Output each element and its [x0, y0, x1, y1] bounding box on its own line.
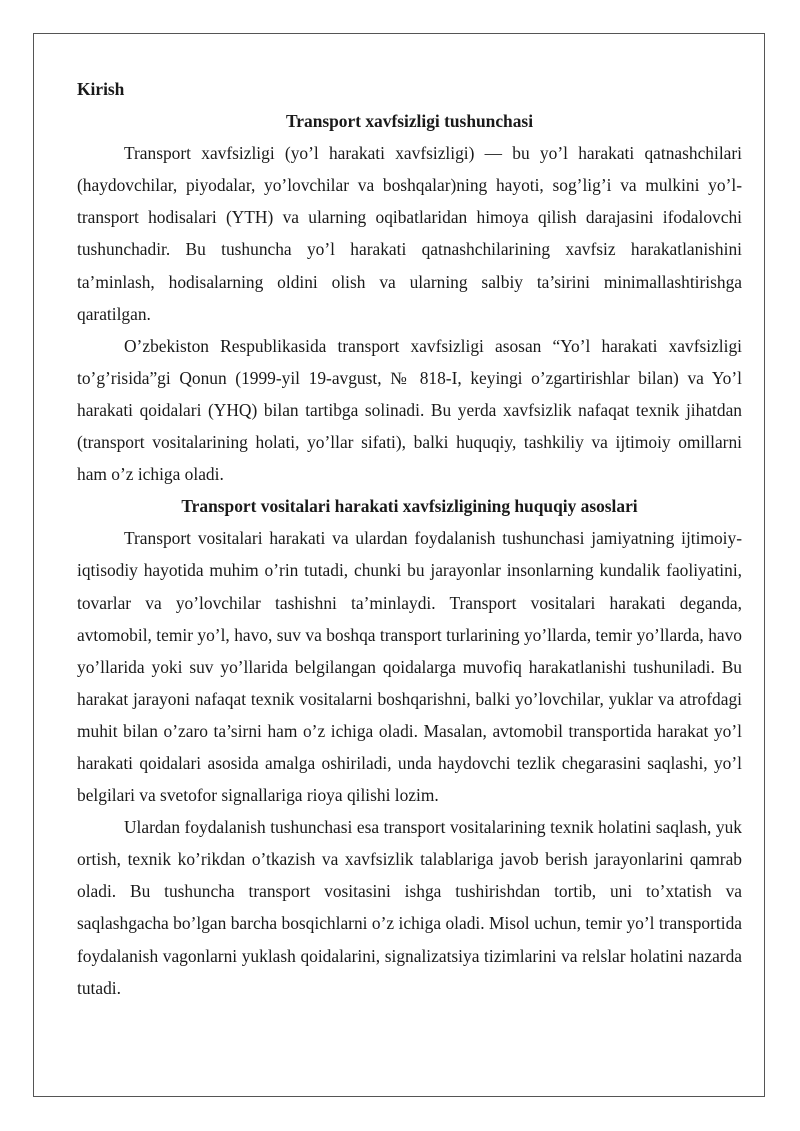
section-heading-legal-basis: Transport vositalari harakati xavfsizligining huquqiy asoslari [181, 496, 638, 517]
document-body [77, 73, 742, 1004]
paragraph: Transport vositalari harakati va ulardan foydalanish tushunchasi jamiyatning ijtimoiy-iqtisodiy hayotida muhim o’rin tutadi, chunki bu jarayonlar insonlarning kundalik faoliyatini, tovarlar va yo’lovchilar tashishni ta’minlaydi. Transport vositalari harakati deganda, avtomobil, temir yo’l, havo, suv va boshqa transport turlarining yo’llarda, temir yo’llarda, havo yo’llarida yoki suv yo’llarida belgilangan qoidalarga muvofiq harakatlanishi tushuniladi. Bu harakat jarayoni nafaqat texnik vositalarni boshqarishni, balki yo’lovchilar, yuklar va atrofdagi muhit bilan o’zaro ta’sirni ham o’z ichiga oladi. Masalan, avtomobil transportida harakat yo’l harakati qoidalari asosida amalga oshiriladi, unda haydovchi tezlik chegarasini saqlashi, yo’l belgilari va svetofor signallariga rioya qilishi lozim. [77, 528, 742, 806]
section-heading-transport-safety: Transport xavfsizligi tushunchasi [285, 111, 534, 132]
intro-label: Kirish [77, 79, 125, 99]
paragraph: Transport xavfsizligi (yo’l harakati xavfsizligi) — bu yo’l harakati qatnashchilari (haydovchilar, piyodalar, yo’lovchilar va boshqalar)ning hayoti, sog’lig’i va mulkini yo’l-transport hodisalari (YTH) va ularning oqibatlaridan himoya qilish darajasini ifodalovchi tushunchadir. Bu tushuncha yo’l harakati qatnashchilarining xavfsiz harakatlanishini ta’minlash, hodisalarning oldini olish va ularning salbiy ta’sirini minimallashtirishga qaratilgan. [77, 143, 742, 324]
paragraph: Ulardan foydalanish tushunchasi esa transport vositalarining texnik holatini saqlash, yuk ortish, texnik ko’rikdan o’tkazish va xavfsizlik talablariga javob berish jarayonlarini qamrab oladi. Bu tushuncha transport vositasini ishga tushirishdan tortib, uni to’xtatish va saqlashgacha bo’lgan barcha bosqichlarni o’z ichiga oladi. Misol uchun, temir yo’l transportida foydalanish vagonlarni yuklash qoidalarini, signalizatsiya tizimlarini va relslar holatini nazarda tutadi. [77, 817, 742, 998]
paragraph: O’zbekiston Respublikasida transport xavfsizligi asosan “Yo’l harakati xavfsizligi to’g’risida”gi Qonun (1999-yil 19-avgust, № 818-I, keyingi o’zgartirishlar bilan) va Yo’l harakati qoidalari (YHQ) bilan tartibga solinadi. Bu yerda xavfsizlik nafaqat texnik jihatdan (transport vositalarining holati, yo’llar sifati), balki huquqiy, tashkiliy va ijtimoiy omillarni ham o’z ichiga oladi. [77, 335, 742, 485]
